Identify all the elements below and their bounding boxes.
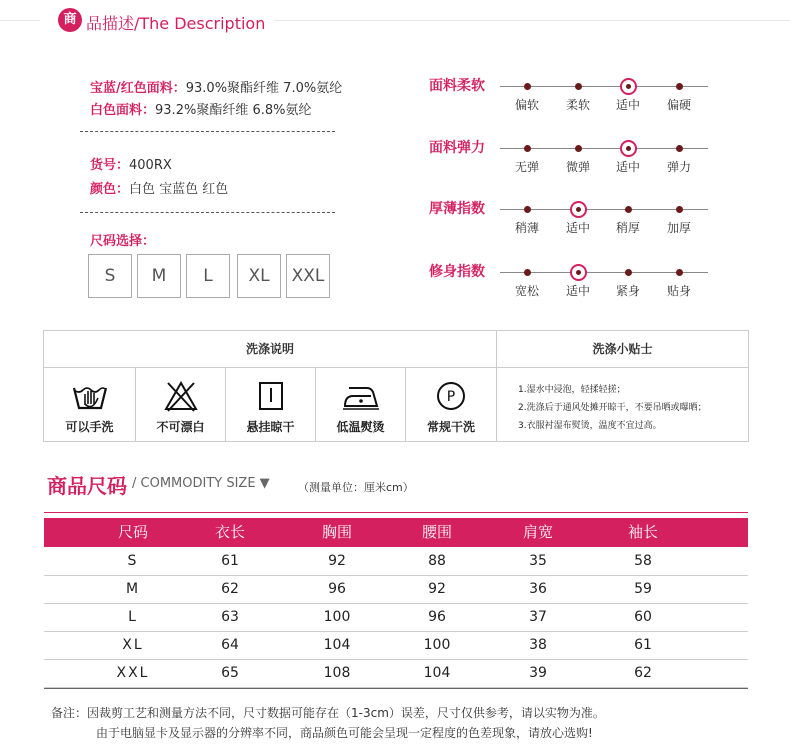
scale-dot	[524, 269, 531, 276]
table-cell: 92	[328, 553, 346, 569]
size-option-l[interactable]: L	[186, 254, 230, 298]
care-item-low-iron	[316, 368, 405, 440]
color-row	[90, 178, 228, 197]
table-cell: M	[125, 581, 141, 597]
low-iron-icon	[341, 380, 381, 416]
size-option-xl[interactable]: XL	[237, 254, 281, 298]
scale-label: 加厚	[666, 221, 691, 235]
sku-label: 货号：	[90, 158, 130, 173]
table-cell: 62	[221, 581, 239, 597]
scale-label: 适中	[615, 160, 640, 174]
table-cell: L	[128, 609, 138, 625]
scale-label: 偏软	[514, 98, 539, 112]
table-cell: 58	[634, 553, 652, 569]
svg-text:P: P	[446, 389, 456, 405]
table-cell: 38	[529, 637, 547, 653]
scale-label: 宽松	[514, 284, 539, 298]
divider	[80, 131, 335, 132]
table-cell: 59	[634, 581, 652, 597]
table-cell: 100	[423, 637, 451, 653]
scale-label: 稍薄	[514, 221, 539, 235]
scale-title: 面料柔软	[429, 78, 485, 94]
table-cell: 96	[328, 581, 346, 597]
table-cell: 37	[529, 609, 547, 625]
fabric-label: 宝蓝/红色面料：	[90, 81, 186, 96]
scale-dot	[676, 145, 683, 152]
scale-selected-dot	[576, 270, 581, 275]
size-chart-bottom-rule	[44, 688, 748, 689]
care-table	[43, 330, 749, 442]
table-cell: 104	[423, 665, 451, 681]
scale-label: 贴身	[666, 284, 691, 298]
no-bleach-icon	[163, 380, 199, 416]
divider	[80, 212, 335, 213]
fabric-row-2	[90, 99, 311, 118]
scale-label: 适中	[565, 284, 590, 298]
table-cell: 60	[634, 609, 652, 625]
hang-dry-icon	[256, 380, 286, 416]
scale-dot	[524, 206, 531, 213]
scale-dot	[575, 83, 582, 90]
size-option-xxl[interactable]: XXL	[286, 254, 330, 298]
scale-selected-marker	[620, 140, 637, 157]
fabric-row-1	[90, 77, 342, 96]
care-item-label: 低温熨烫	[336, 420, 385, 434]
table-cell: XL	[122, 637, 144, 653]
care-item-hang-dry	[226, 368, 315, 440]
size-chart-column-header: 肩宽	[522, 523, 553, 541]
table-cell: 36	[529, 581, 547, 597]
size-chart-column-header: 袖长	[627, 523, 658, 541]
size-chart-column-header: 胸围	[321, 523, 352, 541]
scale-title: 面料弹力	[429, 140, 485, 156]
scale-dot	[575, 145, 582, 152]
size-option-s[interactable]: S	[88, 254, 132, 298]
scale-selected-marker	[620, 78, 637, 95]
care-item-hand-wash	[44, 368, 135, 440]
scale-selected-marker	[570, 264, 587, 281]
scale-dot	[676, 206, 683, 213]
scale-dot	[524, 145, 531, 152]
care-tip: 2.洗涤后于通风处摊开晾干，不要吊晒或曝晒；	[518, 403, 707, 413]
size-chart-column-header: 腰围	[421, 523, 452, 541]
table-cell: 39	[529, 665, 547, 681]
scale-title: 厚薄指数	[429, 201, 485, 217]
size-select-label: 尺码选择：	[90, 234, 156, 249]
note-line-2: 由于电脑显卡及显示器的分辨率不同，商品颜色可能会呈现一定程度的色差现象，请放心选购!	[96, 726, 593, 740]
size-chart-unit: （测量单位：厘米cm）	[298, 481, 414, 494]
scale-label: 无弹	[514, 160, 539, 174]
table-cell: 61	[221, 553, 239, 569]
color-label: 颜色：	[90, 182, 130, 197]
scale-dot	[676, 269, 683, 276]
table-cell: S	[127, 553, 139, 569]
table-cell: 88	[428, 553, 446, 569]
table-cell: 92	[428, 581, 446, 597]
note-line-1: 备注：因裁剪工艺和测量方法不同，尺寸数据可能存在（1-3cm）误差，尺寸仅供参考，请以实物为准。	[51, 706, 605, 720]
table-row	[44, 548, 748, 576]
scale-selected-marker	[570, 201, 587, 218]
scale-label: 微弹	[565, 160, 590, 174]
size-select-row	[90, 230, 155, 249]
scale-label: 紧身	[615, 284, 640, 298]
scale-selected-dot	[626, 146, 631, 151]
hand-wash-icon	[71, 380, 109, 416]
scale-label: 适中	[565, 221, 590, 235]
size-chart-subtitle: / COMMODITY SIZE ▼	[132, 476, 270, 491]
care-tip: 1.湿水中浸泡，轻揉轻搓；	[518, 385, 626, 395]
fabric-value: 93.2%聚酯纤维 6.8%氨纶	[155, 103, 312, 118]
care-item-no-bleach	[136, 368, 225, 440]
table-cell: 64	[221, 637, 239, 653]
table-row	[44, 632, 748, 660]
table-cell: 65	[221, 665, 239, 681]
care-item-label: 可以手洗	[65, 420, 114, 434]
table-cell: XXL	[116, 665, 150, 681]
care-item-label: 悬挂晾干	[246, 420, 295, 434]
scale-label: 适中	[615, 98, 640, 112]
table-row	[44, 604, 748, 632]
scale-label: 柔软	[565, 98, 590, 112]
sku-value: 400RX	[129, 158, 172, 173]
scale-dot	[676, 83, 683, 90]
color-value: 白色 宝蓝色 红色	[129, 182, 229, 197]
table-cell: 96	[428, 609, 446, 625]
care-item-label: 不可漂白	[156, 420, 205, 434]
scale-dot	[625, 206, 632, 213]
header-badge-circle: 商	[58, 8, 82, 32]
care-instructions-header: 洗涤说明	[245, 342, 294, 356]
table-cell: 62	[634, 665, 652, 681]
section-title: 品描述/The Description	[86, 14, 266, 33]
dry-clean-icon	[435, 380, 467, 416]
size-chart-title: 商品尺码	[47, 474, 127, 498]
table-cell: 61	[634, 637, 652, 653]
size-chart-header	[44, 518, 748, 547]
size-option-m[interactable]: M	[137, 254, 181, 298]
care-tip: 3.衣服衬湿布熨烫，温度不宜过高。	[518, 421, 662, 431]
sku-row	[90, 154, 172, 173]
table-cell: 35	[529, 553, 547, 569]
table-cell: 100	[323, 609, 351, 625]
care-tips-header: 洗涤小贴士	[592, 342, 653, 356]
table-row	[44, 660, 748, 688]
scale-dot	[625, 269, 632, 276]
size-chart-rule	[44, 512, 748, 513]
scale-label: 稍厚	[615, 221, 640, 235]
care-item-dry-clean	[406, 368, 496, 440]
scale-selected-dot	[576, 207, 581, 212]
table-cell: 63	[221, 609, 239, 625]
fabric-label: 白色面料：	[90, 103, 156, 118]
scale-selected-dot	[626, 84, 631, 89]
table-row	[44, 576, 748, 604]
fabric-value: 93.0%聚酯纤维 7.0%氨纶	[185, 81, 343, 96]
size-chart-column-header: 衣长	[214, 523, 245, 541]
scale-title: 修身指数	[429, 264, 485, 280]
scale-label: 偏硬	[666, 98, 691, 112]
care-item-label: 常规干洗	[426, 420, 475, 434]
table-cell: 104	[323, 637, 351, 653]
table-cell: 108	[323, 665, 351, 681]
scale-dot	[524, 83, 531, 90]
scale-label: 弹力	[666, 160, 691, 174]
size-chart-column-header: 尺码	[117, 523, 148, 541]
